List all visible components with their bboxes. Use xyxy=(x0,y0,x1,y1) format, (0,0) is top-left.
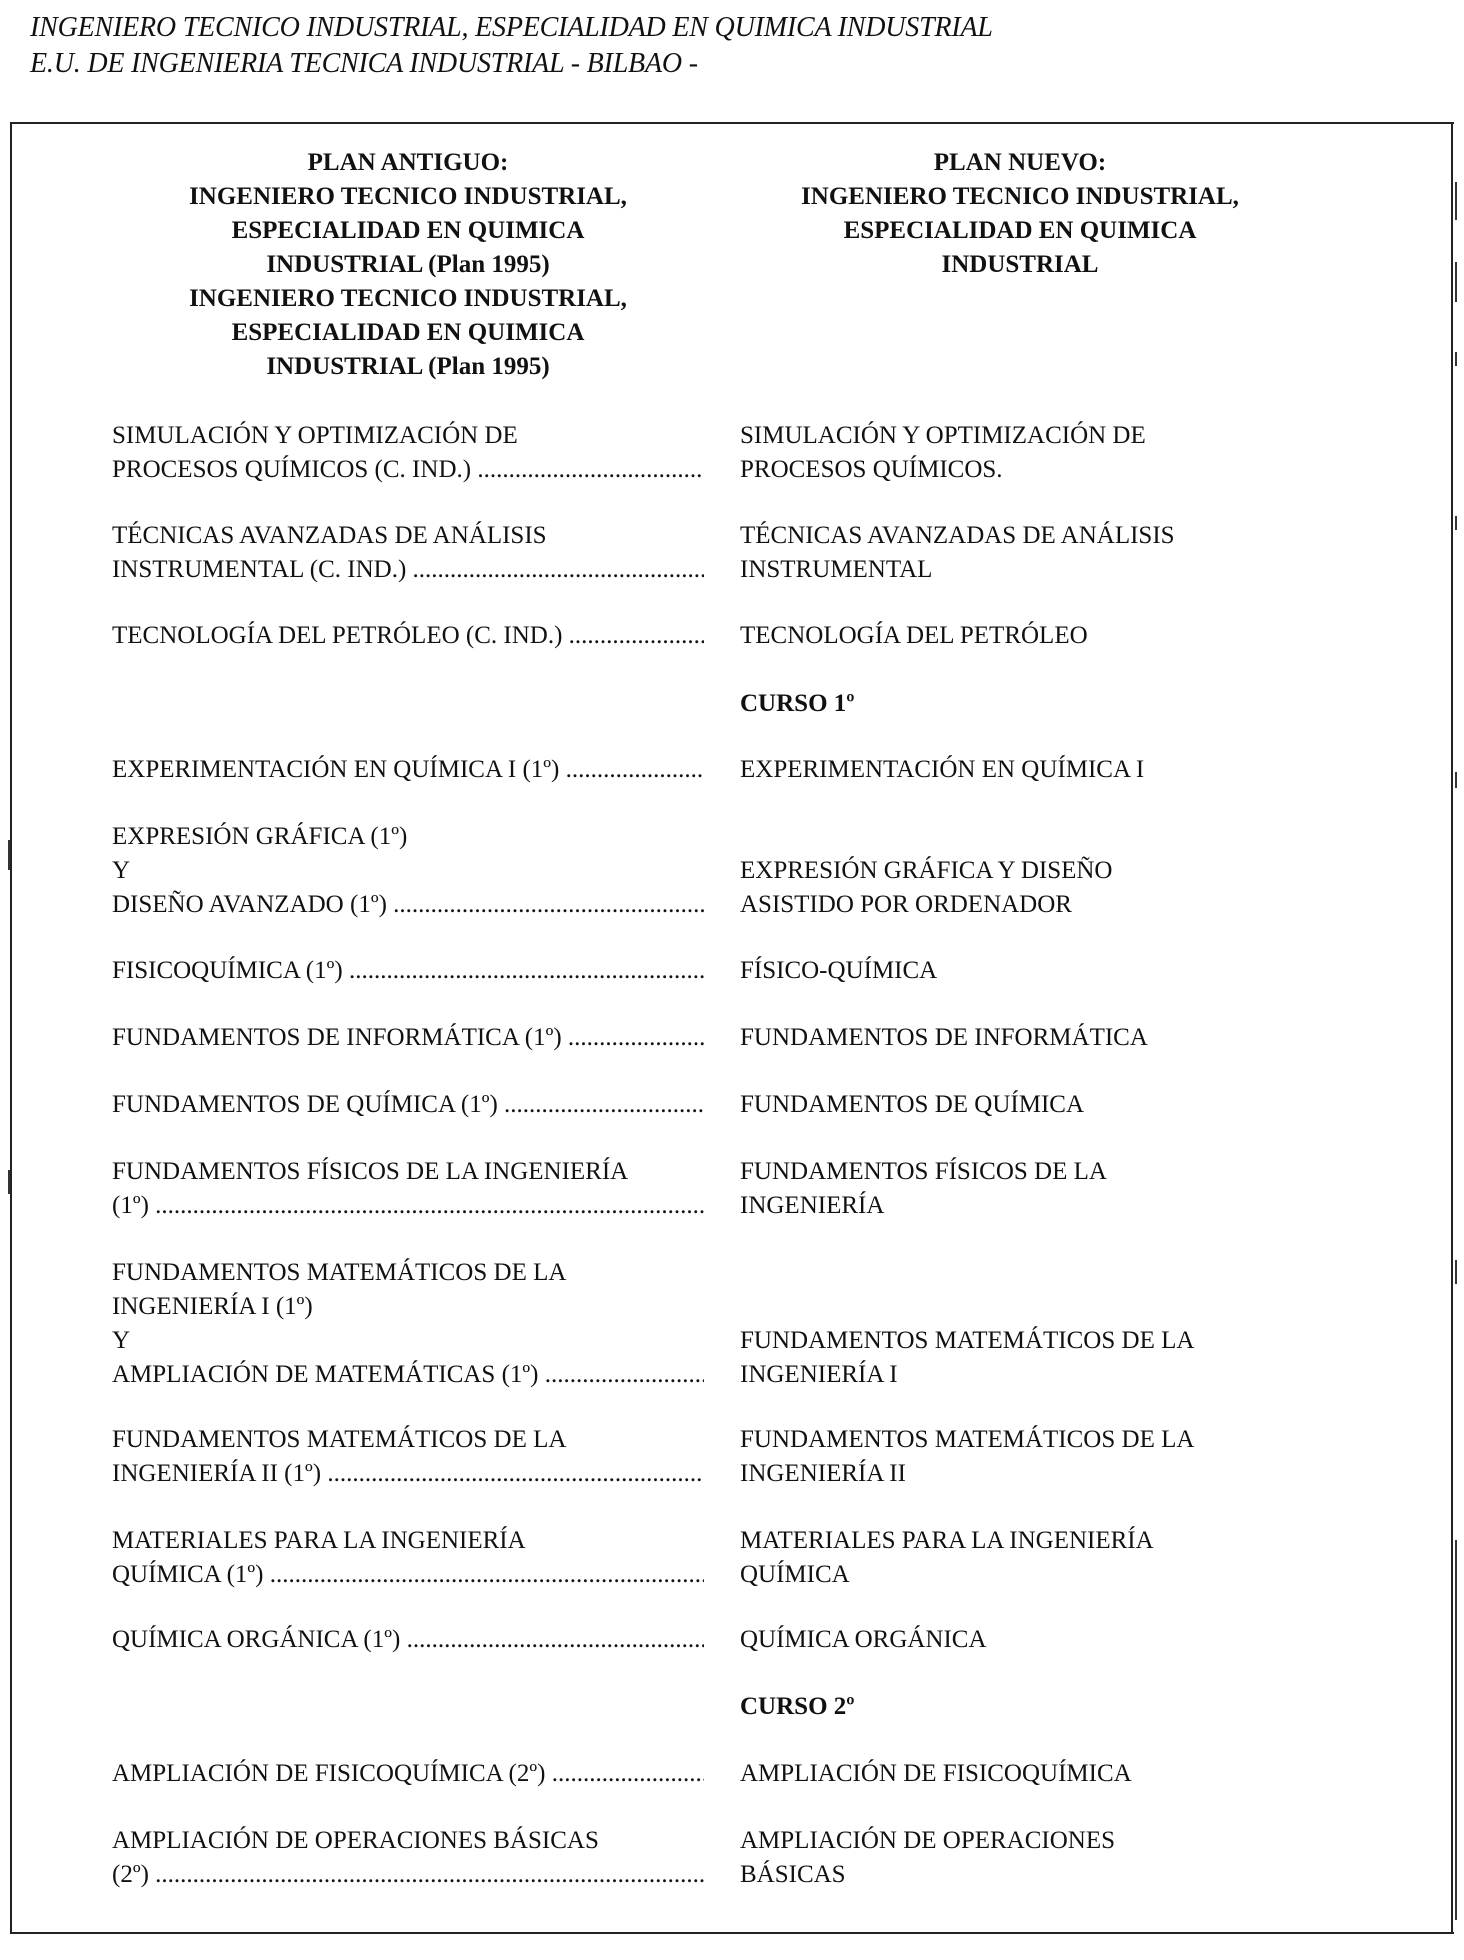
old-subject-line: Y xyxy=(112,857,131,884)
old-subject-line: FUNDAMENTOS DE QUÍMICA (1º) ..... xyxy=(112,1088,704,1122)
old-plan-subject xyxy=(112,1021,704,1055)
scan-mark xyxy=(8,1170,10,1194)
new-plan-subject xyxy=(740,619,1300,653)
new-subject-line: PROCESOS QUÍMICOS. xyxy=(740,456,1003,483)
table-frame-right-edge xyxy=(1451,122,1453,1934)
old-plan-subject xyxy=(112,1088,704,1122)
document-header xyxy=(30,10,993,82)
old-subject-line: QUÍMICA (1º) ..... xyxy=(112,1558,704,1592)
new-subject-line: EXPRESIÓN GRÁFICA Y DISEÑO xyxy=(740,857,1113,884)
header-line-2: E.U. DE INGENIERIA TECNICA INDUSTRIAL - BILBAO - xyxy=(30,48,698,79)
new-plan-subject xyxy=(740,1021,1300,1055)
old-plan-subject xyxy=(112,1524,704,1592)
old-plan-header-line: INDUSTRIAL (Plan 1995) xyxy=(266,251,550,278)
old-plan-subject xyxy=(112,1423,704,1491)
old-plan-subject xyxy=(112,1155,704,1223)
new-subject-line: QUÍMICA ORGÁNICA xyxy=(740,1626,987,1653)
scan-mark xyxy=(1455,1260,1457,1284)
new-plan-subject xyxy=(740,1324,1300,1392)
new-subject-line: FUNDAMENTOS FÍSICOS DE LA xyxy=(740,1158,1107,1185)
new-subject-line: INSTRUMENTAL xyxy=(740,556,933,583)
old-plan-subject xyxy=(112,1623,704,1657)
old-plan-header-line: INGENIERO TECNICO INDUSTRIAL, xyxy=(189,285,627,312)
new-plan-header-line: INGENIERO TECNICO INDUSTRIAL, xyxy=(801,183,1239,210)
new-subject-line: TECNOLOGÍA DEL PETRÓLEO xyxy=(740,622,1088,649)
old-plan-header-line: ESPECIALIDAD EN QUIMICA xyxy=(231,217,585,244)
new-plan-header-line: INDUSTRIAL xyxy=(941,251,1099,278)
old-plan-subject xyxy=(112,1757,704,1791)
new-subject-line: TÉCNICAS AVANZADAS DE ANÁLISIS xyxy=(740,522,1175,549)
old-subject-line: FUNDAMENTOS MATEMÁTICOS DE LA xyxy=(112,1426,567,1453)
new-subject-line: BÁSICAS xyxy=(740,1861,846,1888)
old-subject-line: FUNDAMENTOS DE INFORMÁTICA (1º) ..... xyxy=(112,1021,704,1055)
new-subject-line: FUNDAMENTOS MATEMÁTICOS DE LA xyxy=(740,1327,1195,1354)
old-subject-line: INGENIERÍA II (1º) ..... xyxy=(112,1457,704,1491)
old-subject-line: Y xyxy=(112,1327,131,1354)
old-subject-line: INGENIERÍA I (1º) xyxy=(112,1293,313,1320)
old-plan-subject xyxy=(112,619,704,653)
old-subject-line: TÉCNICAS AVANZADAS DE ANÁLISIS xyxy=(112,522,547,549)
new-subject-line: INGENIERÍA xyxy=(740,1192,885,1219)
new-subject-line: FÍSICO-QUÍMICA xyxy=(740,957,938,984)
new-subject-line: QUÍMICA xyxy=(740,1561,850,1588)
new-plan-subject xyxy=(740,1524,1300,1592)
old-subject-line: FUNDAMENTOS MATEMÁTICOS DE LA xyxy=(112,1259,567,1286)
new-subject-line: EXPERIMENTACIÓN EN QUÍMICA I xyxy=(740,756,1145,783)
new-plan-header xyxy=(740,146,1300,282)
old-plan-subject xyxy=(112,820,704,922)
scan-mark xyxy=(1455,1540,1457,1920)
old-plan-header-line: PLAN ANTIGUO: xyxy=(307,149,509,176)
new-plan-subject xyxy=(740,1155,1300,1223)
old-plan-subject xyxy=(112,519,704,587)
old-subject-line: (1º) ..... xyxy=(112,1189,704,1223)
old-plan-header-line: ESPECIALIDAD EN QUIMICA xyxy=(231,319,585,346)
old-subject-line: (2º) ..... xyxy=(112,1858,704,1892)
new-plan-subject xyxy=(740,753,1300,787)
old-subject-line: AMPLIACIÓN DE FISICOQUÍMICA (2º) ..... xyxy=(112,1757,704,1791)
new-plan-header-line: PLAN NUEVO: xyxy=(933,149,1107,176)
old-plan-header-line: INGENIERO TECNICO INDUSTRIAL, xyxy=(189,183,627,210)
new-plan-subject xyxy=(740,854,1300,922)
new-plan-subject xyxy=(740,954,1300,988)
old-subject-line: INSTRUMENTAL (C. IND.) ..... xyxy=(112,553,704,587)
old-subject-line: TECNOLOGÍA DEL PETRÓLEO (C. IND.) ..... xyxy=(112,619,704,653)
old-subject-line: EXPRESIÓN GRÁFICA (1º) xyxy=(112,823,408,850)
new-plan-subject xyxy=(740,1757,1300,1791)
scan-mark xyxy=(1455,352,1457,366)
old-plan-subject xyxy=(112,954,704,988)
new-plan-subject xyxy=(740,1423,1300,1491)
scan-mark xyxy=(1455,182,1457,220)
new-subject-line: AMPLIACIÓN DE FISICOQUÍMICA xyxy=(740,1760,1132,1787)
scan-mark xyxy=(1455,516,1457,530)
new-plan-subject xyxy=(740,1623,1300,1657)
new-subject-line: MATERIALES PARA LA INGENIERÍA xyxy=(740,1527,1154,1554)
new-subject-line: FUNDAMENTOS DE QUÍMICA xyxy=(740,1091,1084,1118)
new-subject-line: ASISTIDO POR ORDENADOR xyxy=(740,891,1072,918)
new-subject-line: FUNDAMENTOS DE INFORMÁTICA xyxy=(740,1024,1148,1051)
new-subject-line: FUNDAMENTOS MATEMÁTICOS DE LA xyxy=(740,1426,1195,1453)
old-subject-line: AMPLIACIÓN DE OPERACIONES BÁSICAS xyxy=(112,1827,599,1854)
old-subject-line: PROCESOS QUÍMICOS (C. IND.) ..... xyxy=(112,453,704,487)
scan-mark xyxy=(1455,262,1457,302)
old-plan-subject xyxy=(112,1824,704,1892)
new-plan-subject xyxy=(740,1088,1300,1122)
old-subject-line: FISICOQUÍMICA (1º) ..... xyxy=(112,954,704,988)
old-subject-line: DISEÑO AVANZADO (1º) ..... xyxy=(112,888,704,922)
scan-mark xyxy=(8,840,10,870)
old-subject-line: FUNDAMENTOS FÍSICOS DE LA INGENIERÍA xyxy=(112,1158,629,1185)
new-plan-subject xyxy=(740,1824,1300,1892)
old-subject-line: QUÍMICA ORGÁNICA (1º) ..... xyxy=(112,1623,704,1657)
header-line-1: INGENIERO TECNICO INDUSTRIAL, ESPECIALIDAD EN QUIMICA INDUSTRIAL xyxy=(30,12,993,43)
old-subject-line: EXPERIMENTACIÓN EN QUÍMICA I (1º) ..... xyxy=(112,753,704,787)
new-subject-line: SIMULACIÓN Y OPTIMIZACIÓN DE xyxy=(740,422,1146,449)
new-plan-subject xyxy=(740,419,1300,487)
old-plan-subject xyxy=(112,1256,704,1392)
old-subject-line: AMPLIACIÓN DE MATEMÁTICAS (1º) ..... xyxy=(112,1358,704,1392)
scan-mark xyxy=(1455,772,1457,788)
new-plan-header-line: ESPECIALIDAD EN QUIMICA xyxy=(843,217,1197,244)
new-subject-line: INGENIERÍA II xyxy=(740,1460,906,1487)
new-plan-subject xyxy=(740,519,1300,587)
new-subject-line: INGENIERÍA I xyxy=(740,1361,898,1388)
new-subject-line: AMPLIACIÓN DE OPERACIONES xyxy=(740,1827,1116,1854)
section-heading: CURSO 1º xyxy=(740,690,855,717)
old-plan-header-line: INDUSTRIAL (Plan 1995) xyxy=(266,353,550,380)
section-heading: CURSO 2º xyxy=(740,1693,855,1720)
old-plan-subject xyxy=(112,753,704,787)
old-subject-line: MATERIALES PARA LA INGENIERÍA xyxy=(112,1527,526,1554)
old-plan-header xyxy=(112,146,704,384)
old-plan-subject xyxy=(112,419,704,487)
old-subject-line: SIMULACIÓN Y OPTIMIZACIÓN DE xyxy=(112,422,518,449)
